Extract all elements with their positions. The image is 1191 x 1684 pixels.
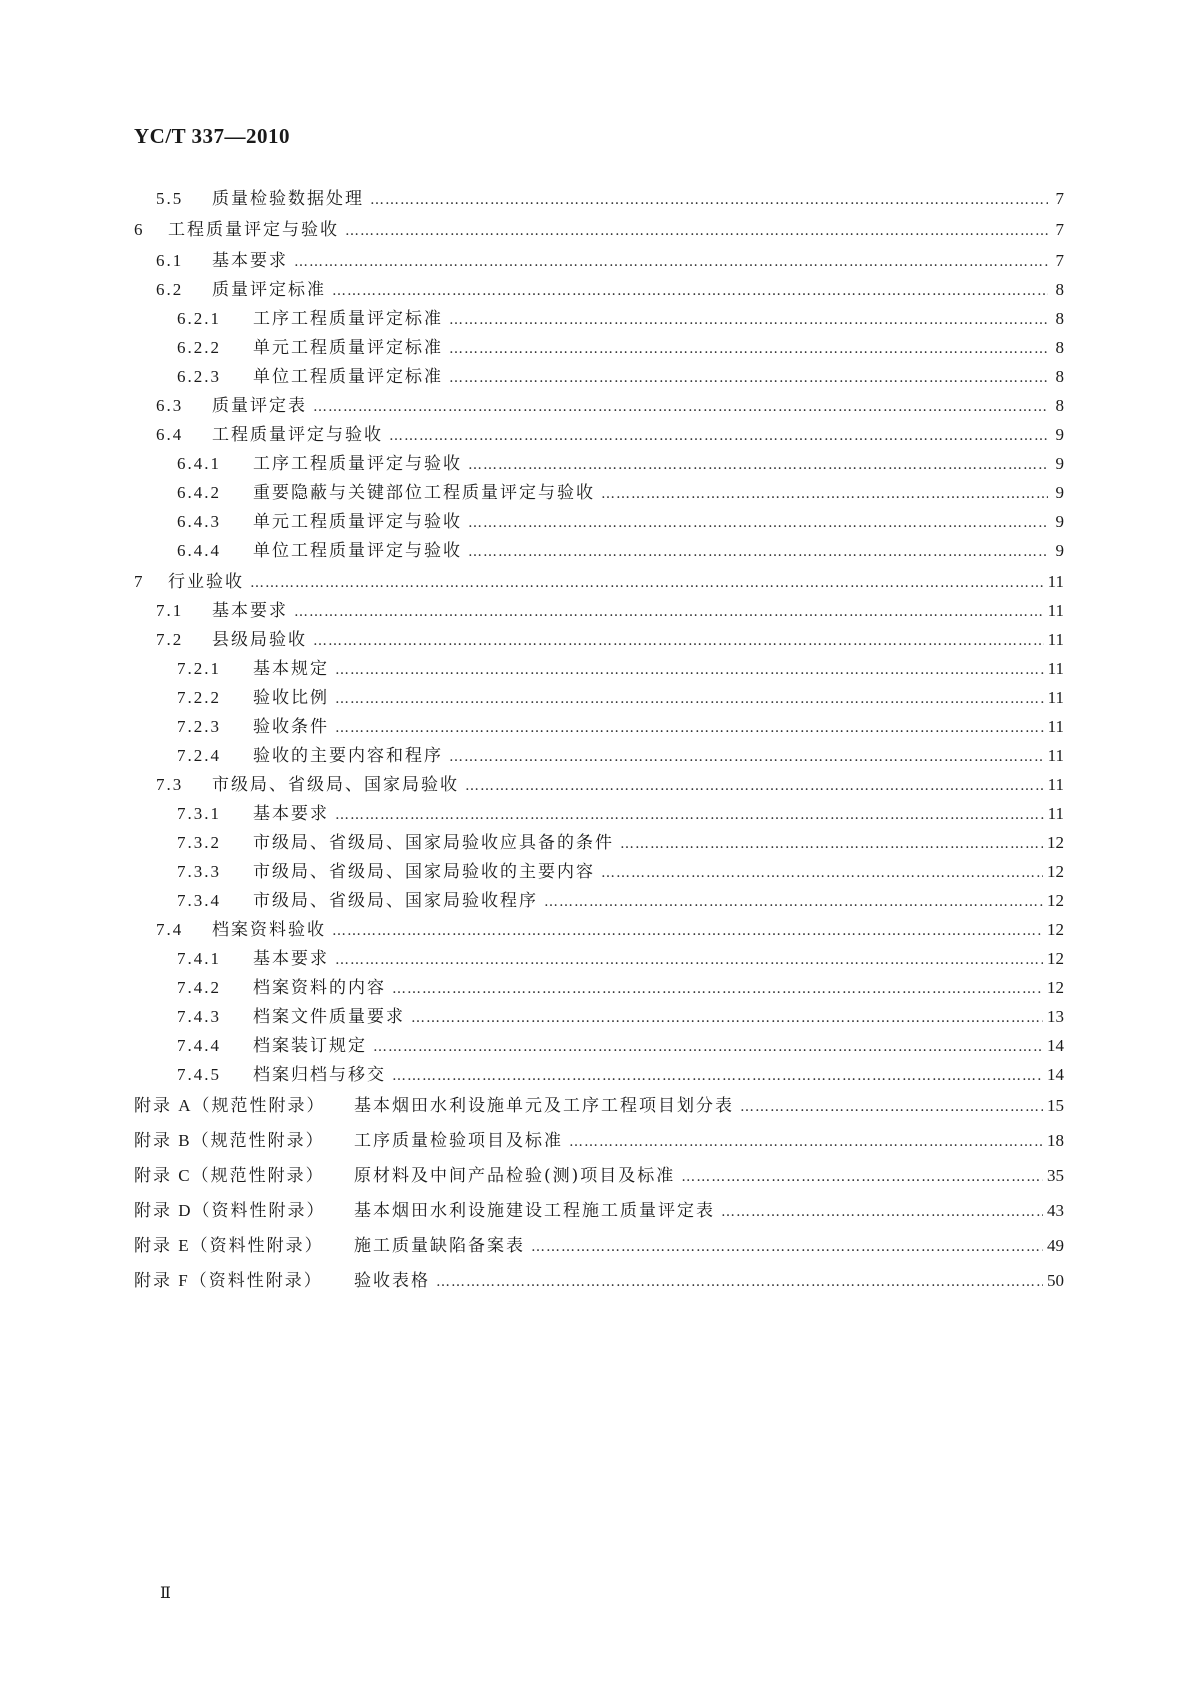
toc-entry-number: 7.2.2 [177,688,221,707]
toc-entry-number: 7.4.1 [177,949,221,968]
toc-entry-page: 8 [1055,309,1064,328]
toc-entry[interactable] [156,917,1064,943]
toc-entry-title: 验收比例 [253,688,329,708]
toc-entry-number: 7.3.3 [177,862,221,881]
toc-entry-title: 单元工程质量评定标准 [253,338,443,358]
toc-leader-dots [313,628,1044,654]
toc-entry-number: 6.4.3 [177,512,221,531]
toc-leader-dots [681,1164,1043,1190]
toc-entry-number: 7.2.1 [177,659,221,678]
toc-entry-page: 13 [1047,1007,1064,1026]
toc-entry[interactable] [156,627,1064,653]
toc-entry-title: 基本规定 [253,659,329,679]
toc-leader-dots [392,976,1043,1002]
toc-entry-number: 6.4.2 [177,483,221,502]
toc-entry-title: 市级局、省级局、国家局验收应具备的条件 [253,833,614,853]
toc-leader-dots [544,889,1043,915]
toc-entry-page: 12 [1047,833,1064,852]
toc-entry-title: 基本要求 [212,251,288,271]
toc-leader-dots [332,918,1043,944]
toc-entry-number: 6 [134,220,145,239]
toc-entry[interactable] [177,714,1064,740]
toc-entry-title: 施工质量缺陷备案表 [354,1236,525,1256]
toc-entry-title: 工程质量评定与验收 [168,220,339,240]
toc-entry[interactable] [134,569,1064,595]
toc-entry[interactable] [177,743,1064,769]
toc-entry-number: 6.1 [156,251,184,270]
toc-entry-page: 11 [1047,659,1064,678]
toc-entry[interactable] [177,946,1064,972]
toc-entry-title: 基本烟田水利设施单元及工序工程项目划分表 [354,1096,734,1116]
toc-entry[interactable] [134,217,1064,243]
toc-entry-number: 7.1 [156,601,184,620]
toc-leader-dots [468,452,1048,478]
toc-entry-page: 8 [1055,280,1064,299]
toc-entry-number: 7.4.4 [177,1036,221,1055]
toc-entry-title: 县级局验收 [212,630,307,650]
toc-entry[interactable] [177,480,1064,506]
toc-entry[interactable] [177,859,1064,885]
toc-entry-title: 重要隐蔽与关键部位工程质量评定与验收 [253,483,595,503]
toc-leader-dots [569,1129,1043,1155]
toc-entry-page: 9 [1055,454,1064,473]
toc-entry-title: 工程质量评定与验收 [212,425,383,445]
toc-entry[interactable] [156,598,1064,624]
toc-leader-dots [411,1005,1043,1031]
toc-leader-dots [468,539,1048,565]
toc-entry[interactable] [134,1233,1064,1259]
toc-leader-dots [468,510,1048,536]
toc-leader-dots [373,1034,1043,1060]
toc-entry-title: 质量评定标准 [212,280,326,300]
toc-entry[interactable] [177,451,1064,477]
toc-entry[interactable] [177,538,1064,564]
toc-leader-dots [620,831,1043,857]
toc-entry-number: 7.2.4 [177,746,221,765]
toc-entry[interactable] [177,975,1064,1001]
toc-leader-dots [465,773,1044,799]
toc-leader-dots [449,336,1048,362]
toc-leader-dots [449,365,1048,391]
toc-entry-number: 附录 F（资料性附录） [134,1271,323,1290]
toc-leader-dots [294,249,1048,275]
toc-entry[interactable] [177,830,1064,856]
toc-leader-dots [392,1063,1043,1089]
toc-entry-page: 12 [1047,978,1064,997]
toc-entry-page: 11 [1047,775,1064,794]
toc-entry-title: 行业验收 [168,572,244,592]
toc-leader-dots [601,481,1048,507]
toc-entry-number: 7.3.4 [177,891,221,910]
toc-leader-dots [601,860,1043,886]
toc-entry[interactable] [134,1163,1064,1189]
toc-entry[interactable] [177,1033,1064,1059]
toc-entry-number: 7.3.1 [177,804,221,823]
toc-entry-page: 18 [1047,1131,1064,1150]
toc-entry-number: 7 [134,572,145,591]
toc-entry-title: 单元工程质量评定与验收 [253,512,462,532]
toc-entry-page: 7 [1055,189,1064,208]
toc-entry[interactable] [134,1198,1064,1224]
toc-entry-title: 档案装订规定 [253,1036,367,1056]
toc-entry-page: 9 [1055,425,1064,444]
toc-entry[interactable] [134,1268,1064,1294]
toc-entry-title: 验收表格 [354,1271,430,1291]
toc-entry-number: 7.4.5 [177,1065,221,1084]
toc-entry-number: 6.4.4 [177,541,221,560]
toc-entry-title: 验收的主要内容和程序 [253,746,443,766]
toc-leader-dots [332,278,1048,304]
toc-entry-number: 6.3 [156,396,184,415]
toc-entry-page: 8 [1055,367,1064,386]
toc-entry-number: 7.4.2 [177,978,221,997]
toc-entry-page: 43 [1047,1201,1064,1220]
toc-entry[interactable] [177,509,1064,535]
toc-entry-title: 档案文件质量要求 [253,1007,405,1027]
toc-entry-page: 7 [1055,251,1064,270]
toc-leader-dots [335,686,1044,712]
toc-entry-page: 9 [1055,483,1064,502]
toc-entry-number: 6.4.1 [177,454,221,473]
toc-entry-number: 7.4 [156,920,184,939]
toc-entry-page: 50 [1047,1271,1064,1290]
toc-entry[interactable] [177,335,1064,361]
toc-leader-dots [370,187,1048,213]
toc-entry-page: 12 [1047,891,1064,910]
toc-entry[interactable] [156,772,1064,798]
toc-entry-page: 11 [1047,630,1064,649]
toc-entry-page: 11 [1047,804,1064,823]
toc-entry-title: 基本要求 [212,601,288,621]
toc-entry-number: 6.2.3 [177,367,221,386]
toc-entry-page: 15 [1047,1096,1064,1115]
toc-entry-number: 6.2 [156,280,184,299]
toc-entry-page: 11 [1047,746,1064,765]
toc-leader-dots [740,1094,1043,1120]
toc-entry-number: 6.2.2 [177,338,221,357]
toc-entry[interactable] [177,306,1064,332]
toc-entry-title: 质量评定表 [212,396,307,416]
toc-entry-page: 49 [1047,1236,1064,1255]
toc-entry-number: 6.4 [156,425,184,444]
toc-leader-dots [335,947,1043,973]
toc-entry[interactable] [177,1004,1064,1030]
page-number-footer: Ⅱ [160,1585,171,1602]
toc-entry[interactable] [156,393,1064,419]
toc-entry-title: 档案资料的内容 [253,978,386,998]
toc-entry-title: 市级局、省级局、国家局验收程序 [253,891,538,911]
toc-entry-page: 12 [1047,862,1064,881]
toc-leader-dots [531,1234,1043,1260]
toc-leader-dots [250,570,1044,596]
toc-entry-title: 档案资料验收 [212,920,326,940]
toc-leader-dots [389,423,1048,449]
toc-entry-page: 12 [1047,920,1064,939]
toc-entry-page: 7 [1055,220,1064,239]
toc-leader-dots [294,599,1044,625]
toc-entry-title: 原材料及中间产品检验(测)项目及标准 [354,1166,676,1186]
toc-entry-title: 工序工程质量评定与验收 [253,454,462,474]
toc-entry[interactable] [156,277,1064,303]
toc-entry-title: 档案归档与移交 [253,1065,386,1085]
toc-entry-number: 附录 A（规范性附录） [134,1096,326,1115]
toc-entry-number: 7.2.3 [177,717,221,736]
toc-entry-title: 市级局、省级局、国家局验收的主要内容 [253,862,595,882]
toc-entry-number: 附录 E（资料性附录） [134,1236,324,1255]
toc-entry-title: 工序工程质量评定标准 [253,309,443,329]
toc-entry[interactable] [177,364,1064,390]
toc-entry-page: 8 [1055,338,1064,357]
toc-entry-page: 9 [1055,541,1064,560]
toc-entry-page: 9 [1055,512,1064,531]
toc-entry-title: 单位工程质量评定标准 [253,367,443,387]
toc-entry-title: 基本要求 [253,804,329,824]
toc-entry-page: 35 [1047,1166,1064,1185]
toc-entry-title: 单位工程质量评定与验收 [253,541,462,561]
toc-leader-dots [345,218,1048,244]
toc-entry-page: 11 [1047,688,1064,707]
toc-leader-dots [335,802,1044,828]
toc-entry-page: 8 [1055,396,1064,415]
toc-leader-dots [721,1199,1043,1225]
toc-entry-page: 12 [1047,949,1064,968]
toc-entry-page: 11 [1047,601,1064,620]
toc-entry[interactable] [134,1093,1064,1119]
toc-entry[interactable] [177,1062,1064,1088]
toc-entry-title: 工序质量检验项目及标准 [354,1131,563,1151]
toc-entry[interactable] [177,656,1064,682]
toc-entry-page: 14 [1047,1036,1064,1055]
toc-entry[interactable] [177,888,1064,914]
toc-entry-number: 7.4.3 [177,1007,221,1026]
toc-entry[interactable] [156,248,1064,274]
toc-entry-number: 5.5 [156,189,184,208]
toc-entry-number: 7.3.2 [177,833,221,852]
toc-leader-dots [335,715,1044,741]
toc-entry[interactable] [177,801,1064,827]
toc-entry-title: 质量检验数据处理 [212,189,364,209]
toc-entry[interactable] [156,422,1064,448]
toc-entry[interactable] [134,1128,1064,1154]
toc-leader-dots [449,307,1048,333]
toc-entry[interactable] [177,685,1064,711]
toc-entry-number: 附录 D（资料性附录） [134,1201,326,1220]
toc-entry-number: 6.2.1 [177,309,221,328]
toc-entry-title: 验收条件 [253,717,329,737]
toc-leader-dots [335,657,1044,683]
toc-leader-dots [436,1269,1043,1295]
toc-leader-dots [313,394,1048,420]
toc-entry-number: 7.3 [156,775,184,794]
toc-entry-number: 附录 C（规范性附录） [134,1166,325,1185]
toc-entry-page: 11 [1047,572,1064,591]
toc-leader-dots [449,744,1044,770]
toc-entry-title: 基本烟田水利设施建设工程施工质量评定表 [354,1201,715,1221]
toc-entry-number: 7.2 [156,630,184,649]
toc-entry-number: 附录 B（规范性附录） [134,1131,325,1150]
toc-entry-title: 市级局、省级局、国家局验收 [212,775,459,795]
toc-entry[interactable] [156,186,1064,212]
document-code-header: YC/T 337—2010 [134,124,291,148]
toc-entry-title: 基本要求 [253,949,329,969]
toc-entry-page: 14 [1047,1065,1064,1084]
toc-entry-page: 11 [1047,717,1064,736]
